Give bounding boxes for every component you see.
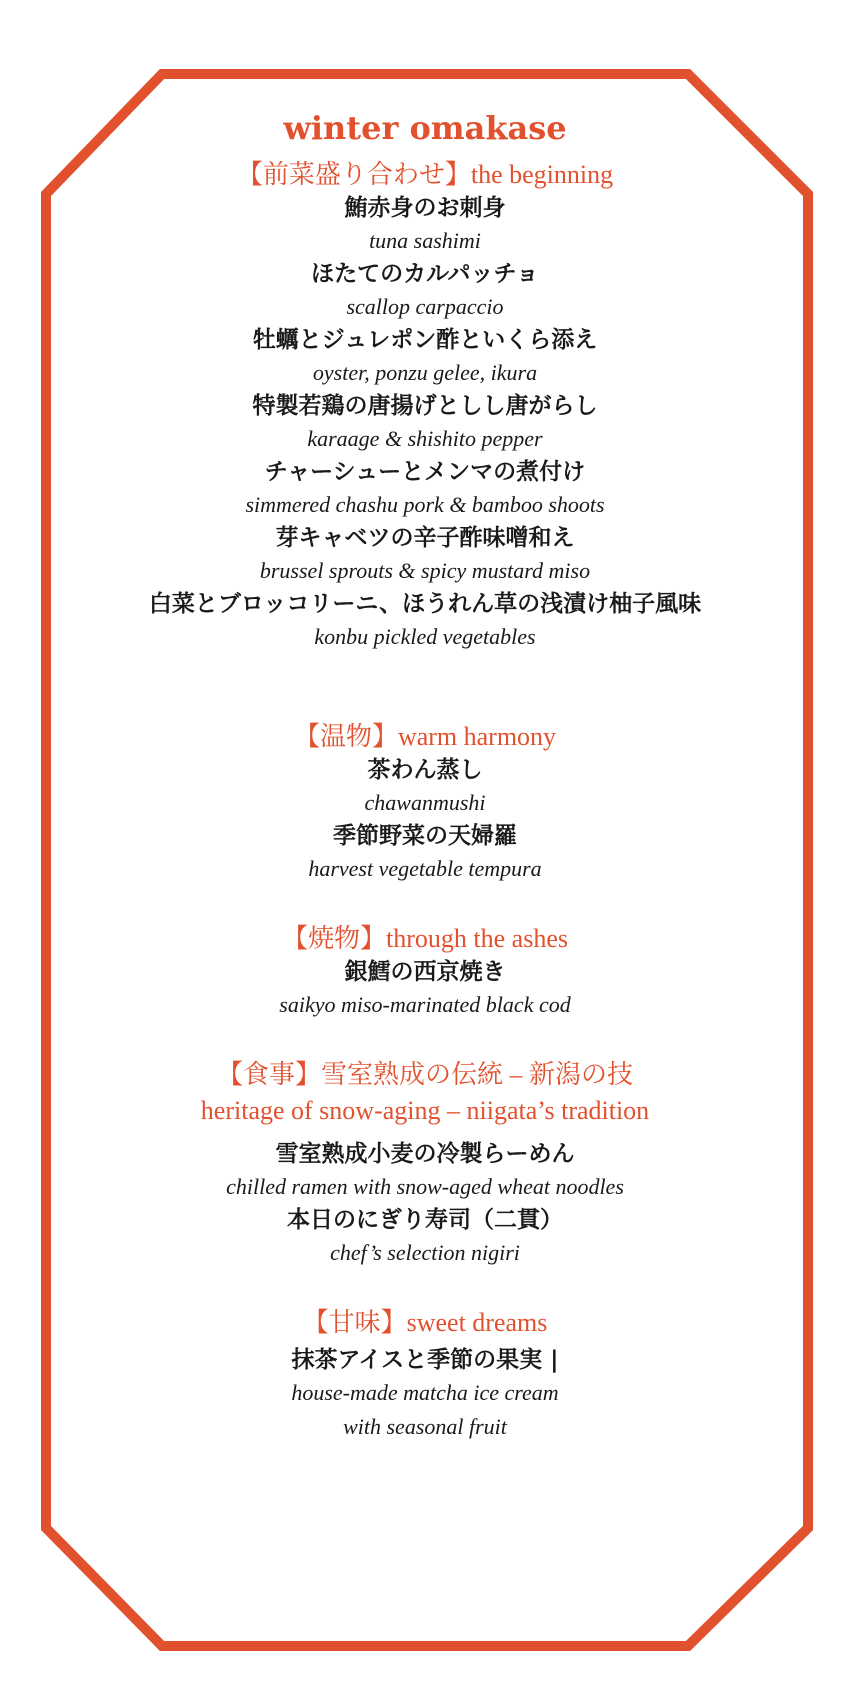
item-japanese: 季節野菜の天婦羅 <box>333 823 517 849</box>
item-japanese: 茶わん蒸し <box>367 757 483 783</box>
item-japanese: 特製若鶏の唐揚げとしし唐がらし <box>252 393 598 419</box>
item-japanese: 牡蠣とジュレポン酢といくら添え <box>252 327 598 353</box>
item-english: house-made matcha ice cream <box>291 1380 559 1405</box>
section-meal <box>60 1058 790 1270</box>
item-english-line-2: with seasonal fruit <box>343 1414 507 1439</box>
item-japanese: 芽キャベツの辛子酢味噌和え <box>275 525 575 551</box>
spacer <box>60 1270 790 1306</box>
spacer <box>60 1022 790 1058</box>
menu-content <box>60 100 790 1444</box>
item-english: chawanmushi <box>364 790 486 815</box>
item-japanese: 本日のにぎり寿司（二貫） <box>287 1207 563 1233</box>
item-english: konbu pickled vegetables <box>314 624 536 649</box>
item-japanese: 白菜とブロッコリーニ、ほうれん草の浅漬け柚子風味 <box>148 591 702 617</box>
menu-title: winter omakase <box>283 109 567 147</box>
item-japanese: 銀鱈の西京焼き <box>344 959 506 985</box>
item-japanese: チャーシューとメンマの煮付け <box>264 459 586 485</box>
item-english: chef’s selection nigiri <box>330 1240 520 1265</box>
spacer <box>60 654 790 720</box>
section-heading: 【甘味】sweet dreams <box>302 1308 548 1337</box>
item-english: tuna sashimi <box>369 228 481 253</box>
section-warm <box>60 720 790 886</box>
item-japanese: 抹茶アイスと季節の果実 | <box>291 1347 559 1373</box>
item-english: brussel sprouts & spicy mustard miso <box>259 558 591 583</box>
item-english: chilled ramen with snow-aged wheat noodles <box>226 1174 624 1199</box>
item-japanese: 鮪赤身のお刺身 <box>344 195 506 221</box>
item-japanese: ほたてのカルパッチョ <box>311 261 539 287</box>
item-english: harvest vegetable tempura <box>308 856 542 881</box>
section-dessert <box>60 1306 790 1444</box>
item-japanese: 雪室熟成小麦の冷製らーめん <box>275 1141 575 1167</box>
item-english: simmered chashu pork & bamboo shoots <box>245 492 605 517</box>
item-english: scallop carpaccio <box>346 294 504 319</box>
section-heading: 【前菜盛り合わせ】the beginning <box>236 160 614 189</box>
section-grilled <box>60 922 790 1022</box>
item-english: saikyo miso-marinated black cod <box>279 992 571 1017</box>
section-heading: 【温物】warm harmony <box>293 722 557 751</box>
section-appetizers <box>60 158 790 654</box>
section-heading: 【食事】雪室熟成の伝統 – 新潟の技 <box>216 1060 633 1089</box>
section-subheading: heritage of snow-aging – niigata’s tradition <box>200 1096 650 1125</box>
spacer <box>60 886 790 922</box>
item-english: karaage & shishito pepper <box>307 426 543 451</box>
section-heading: 【焼物】through the ashes <box>282 924 568 953</box>
item-english: oyster, ponzu gelee, ikura <box>312 360 538 385</box>
